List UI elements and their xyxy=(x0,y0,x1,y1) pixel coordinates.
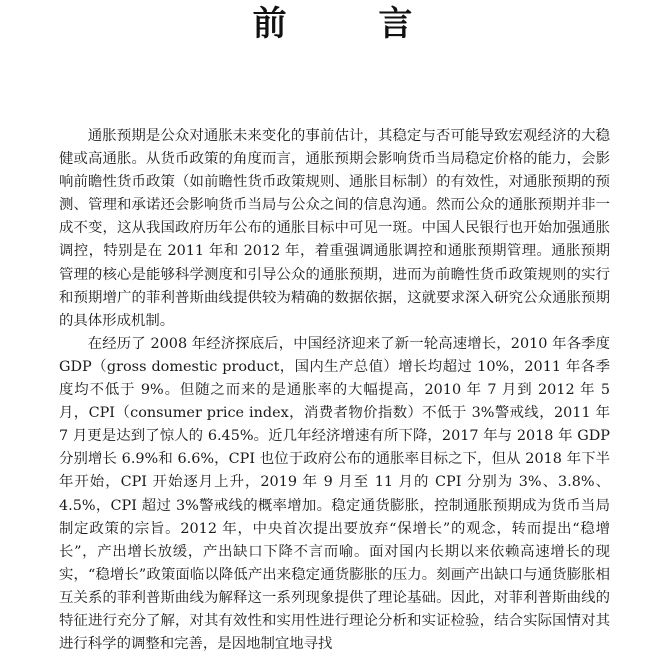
paragraph: 在经历了 2008 年经济探底后，中国经济迎来了新一轮高速增长，2010 年各季度 GDP（gross domestic product，国内生产总值）增长均超过 10%，2011 年各季度均不低于 9%。但随之而来的是通胀率的大幅提高，2010 年 7 月到 2012 年 5 月，CPI（consumer price index，消费者物价指数）不低于 3%警戒线，2011 年 7 月更是达到了惊人的 6.45%。近几年经济增速有所下降，2017 年与 2018 年 GDP 分别增长 6.9%和 6.6%，CPI 也位于政府公布的通胀率目标之下，但从 2018 年下半年开始，CPI 开始逐月上升，2019 年 9 月至 11 月的 CPI 分别为 3%、3.8%、4.5%，CPI 超过 3%警戒线的概率增加。稳定通货膨胀，控制通胀预期成为货币当局制定政策的宗旨。2012 年，中央首次提出要放弃“保增长”的观念，转而提出“稳增长”，产出增长放缓，产出缺口下降不言而喻。面对国内长期以来依赖高速增长的现实，“稳增长”政策面临以降低产出来稳定通货膨胀的压力。刻画产出缺口与通货膨胀相互关系的菲利普斯曲线为解释这一系列现象提供了理论基础。因此，对菲利普斯曲线的特征进行充分了解，对其有效性和实用性进行理论分析和实证检验，结合实际国情对其进行科学的调整和完善，是因地制宜地寻找 xyxy=(59,335,610,653)
paragraph: 通胀预期是公众对通胀未来变化的事前估计，其稳定与否可能导致宏观经济的大稳健或高通胀。从货币政策的角度而言，通胀预期会影响货币当局稳定价格的能力，会影响前瞻性货币政策（如前瞻性货币政策规则、通胀目标制）的有效性，对通胀预期的预测、管理和承诺还会影响货币当局与公众之间的信息沟通。然而公众的通胀预期并非一成不变，这从我国政府历年公布的通胀目标中可见一斑。中国人民银行也开始加强通胀调控，特别是在 2011 年和 2012 年，着重强调通胀调控和通胀预期管理。通胀预期管理的核心是能够科学测度和引导公众的通胀预期，进而为前瞻性货币政策规则的实行和预期增广的菲利普斯曲线提供较为精确的数据依据，这就要求深入研究公众通胀预期的具体形成机制。 xyxy=(59,128,610,329)
body-text xyxy=(59,125,610,656)
page-title: 前 言 xyxy=(252,4,453,44)
